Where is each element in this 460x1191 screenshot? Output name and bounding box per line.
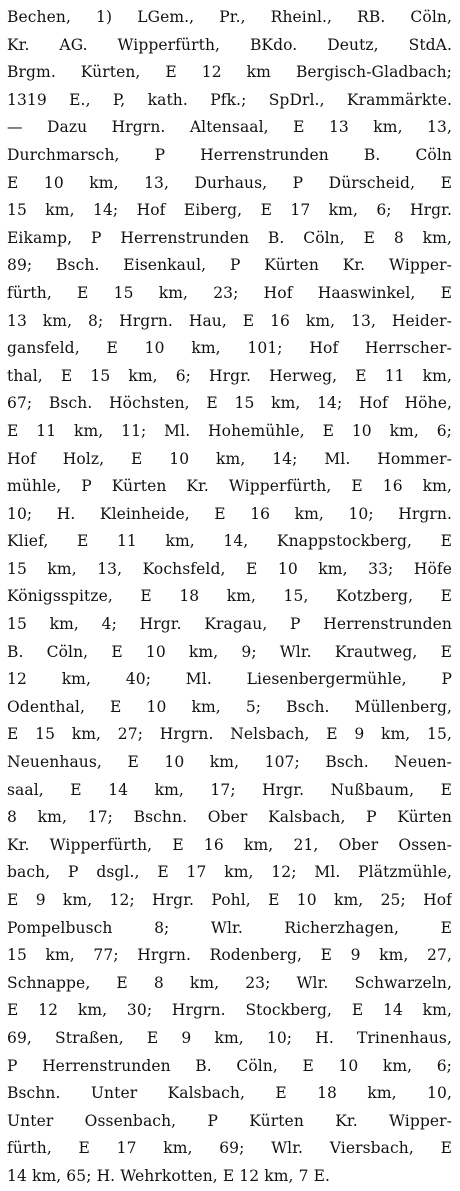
entry-line: bach, P dsgl., E 17 km, 12; Ml. Plätzmühle, — [7, 863, 452, 882]
entry-line: Bschn. Unter Kalsbach, E 18 km, 10, — [7, 1084, 452, 1103]
entry-line: E 9 km, 12; Hrgr. Pohl, E 10 km, 25; Hof — [7, 891, 452, 909]
entry-line: 12 km, 40; Ml. Liesenbergermühle, P — [7, 670, 452, 689]
entry-line: Bechen, 1) LGem., Pr., Rheinl., RB. Cöln, — [7, 8, 452, 26]
entry-line: Schnappe, E 8 km, 23; Wlr. Schwarzeln, — [7, 973, 452, 992]
entry-line: 10; H. Kleinheide, E 16 km, 10; Hrgrn. — [7, 504, 452, 523]
entry-line: 14 km, 65; H. Wehrkotten, E 12 km, 7 E. — [7, 1166, 331, 1185]
entry-line: E 10 km, 13, Durhaus, P Dürscheid, E — [7, 173, 452, 192]
entry-line: mühle, P Kürten Kr. Wipperfürth, E 16 km, — [7, 477, 452, 496]
entry-line: 15 km, 4; Hrgr. Kragau, P Herrenstrunden — [7, 615, 452, 634]
entry-line: 15 km, 13, Kochsfeld, E 10 km, 33; Höfe — [7, 559, 452, 578]
entry-line: fürth, E 15 km, 23; Hof Haaswinkel, E — [7, 283, 452, 302]
entry-line: fürth, E 17 km, 69; Wlr. Viersbach, E — [7, 1139, 452, 1158]
entry-line: Kr. AG. Wipperfürth, BKdo. Deutz, StdA. — [7, 35, 452, 54]
entry-line: thal, E 15 km, 6; Hrgr. Herweg, E 11 km, — [7, 366, 452, 385]
entry-line: B. Cöln, E 10 km, 9; Wlr. Krautweg, E — [7, 642, 452, 661]
entry-line: saal, E 14 km, 17; Hrgr. Nußbaum, E — [7, 780, 452, 799]
entry-line: 69, Straßen, E 9 km, 10; H. Trinenhaus, — [7, 1028, 452, 1047]
entry-line: 1319 E., P, kath. Pfk.; SpDrl., Krammärkte. — [7, 90, 452, 109]
entry-line: 15 km, 14; Hof Eiberg, E 17 km, 6; Hrgr. — [7, 201, 452, 220]
entry-line: Klief, E 11 km, 14, Knappstockberg, E — [7, 532, 452, 551]
entry-line: 15 km, 77; Hrgrn. Rodenberg, E 9 km, 27, — [7, 946, 452, 965]
entry-line: Brgm. Kürten, E 12 km Bergisch-Gladbach; — [7, 63, 452, 82]
entry-line: Neuenhaus, E 10 km, 107; Bsch. Neuen- — [7, 753, 452, 772]
entry-line: E 11 km, 11; Ml. Hohemühle, E 10 km, 6; — [7, 421, 452, 440]
entry-line: — Dazu Hrgrn. Altensaal, E 13 km, 13, — [7, 118, 452, 137]
entry-line: Königsspitze, E 18 km, 15, Kotzberg, E — [7, 587, 452, 606]
entry-line: E 12 km, 30; Hrgrn. Stockberg, E 14 km, — [7, 1001, 452, 1020]
entry-line: 13 km, 8; Hrgrn. Hau, E 16 km, 13, Heider- — [7, 311, 452, 330]
entry-line: Unter Ossenbach, P Kürten Kr. Wipper- — [7, 1111, 452, 1130]
entry-line: Eikamp, P Herrenstrunden B. Cöln, E 8 km, — [7, 228, 452, 247]
entry-line: 89; Bsch. Eisenkaul, P Kürten Kr. Wipper- — [7, 256, 452, 275]
entry-line: 8 km, 17; Bschn. Ober Kalsbach, P Kürten — [7, 808, 452, 827]
entry-line: Odenthal, E 10 km, 5; Bsch. Müllenberg, — [7, 697, 452, 716]
entry-line: Durchmarsch, P Herrenstrunden B. Cöln — [7, 145, 452, 164]
entry-line: P Herrenstrunden B. Cöln, E 10 km, 6; — [7, 1056, 452, 1075]
entry-line: gansfeld, E 10 km, 101; Hof Herrscher- — [7, 339, 452, 358]
gazetteer-entry-bechen — [7, 4, 452, 1191]
entry-line: E 15 km, 27; Hrgrn. Nelsbach, E 9 km, 15, — [7, 725, 452, 744]
entry-line: Kr. Wipperfürth, E 16 km, 21, Ober Ossen- — [7, 835, 452, 854]
entry-line: Hof Holz, E 10 km, 14; Ml. Hommer- — [7, 449, 452, 468]
entry-line: Pompelbusch 8; Wlr. Richerzhagen, E — [7, 918, 452, 937]
entry-line: 67; Bsch. Höchsten, E 15 km, 14; Hof Höhe, — [7, 394, 452, 413]
